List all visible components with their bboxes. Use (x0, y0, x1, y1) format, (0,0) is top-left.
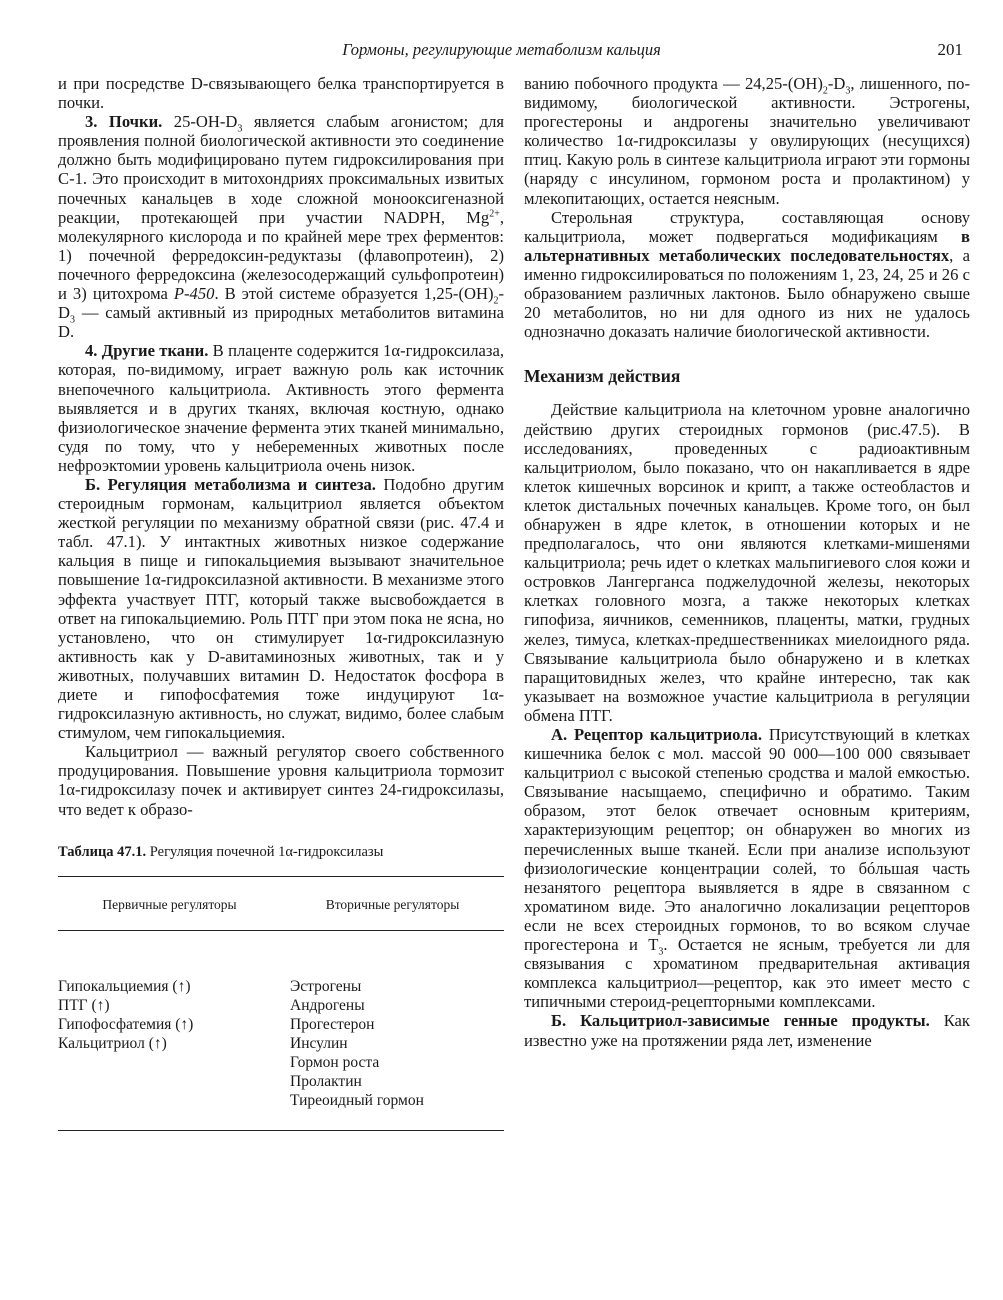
secondary-regulators-column (290, 977, 504, 1110)
table-47-1 (58, 843, 504, 1131)
paragraph-gene-products: Б. Кальцитриол-зависимые генные продукты. Как известно уже на протяжении ряда лет, изменение (524, 1011, 970, 1050)
right-column (524, 74, 970, 1050)
paragraph-transport: и при посредстве D-связывающего белка транспортируется в почки. (58, 74, 504, 113)
paragraph-calcitriol-regulator: Кальцитриол — важный регулятор своего собственного продуцирования. Повышение уровня кальцитриола тормозит 1α-гидроксилазу почек и активирует синтез 24-гидроксилазы, что ведет к образо- (58, 742, 504, 819)
paragraph-mechanism: Действие кальцитриола на клеточном уровне аналогично действию других стероидных гормонов (рис.47.5). В исследованиях, проведенных с радиоактивным кальцитриолом, было показано, что он накапливается в ядре клеток кишечных ворсинок и крипт, а также остеобластов и клеток дистальных почечных канальцев. Кроме того, он был обнаружен в ядре клеток, в отношении которых и не предполагалось, что они являются клетками-мишенями кальцитриола; речь идет о клетках мальпигиевого слоя кожи и островков Лангерганса поджелудочной железы, некоторых клетках головного мозга, а также некоторых клетках гипофиза, яичников, семенников, плаценты, матки, грудных желез, тимуса, клетках-предшественниках миелоидного ряда. Связывание кальцитриола было обнаружено и в клетках паращитовидных желез, что крайне интересно, так как указывает на возможное участие кальцитриола в регуляции обмена ПТГ. (524, 400, 970, 725)
paragraph-other-tissues: 4. Другие ткани. В плаценте содержится 1α-гидроксилаза, которая, по-видимому, играет важную роль как источник внепочечного кальцитриола. Активность этого фермента выявляется и в других тканях, включая костную, однако физиологическое значение фермента этих тканей минимально, судя по тому, что у небеременных животных после нефроэктомии уровень кальцитриола очень низок. (58, 341, 504, 475)
table-body (58, 931, 504, 1130)
paragraph-kidneys: 3. Почки. $25-OH-D_3$ является слабым агонистом; для проявления полной биологической активности это соединение должно быть модифицировано путем гидроксилирования при C-1. Это происходит в митохондриях проксимальных извитых почечных канальцев в ходе сложной монооксигеназной реакции, протекающей при участии NADPH, $Mg^{2+}$, молекулярного кислорода и по крайней мере трех ферментов: 1) почечной ферредоксин-редуктазы (флавопротеин), 2) почечного ферредоксина (железосодержащий сульфопротеин) и 3) цитохрома P-450. В этой системе образуется $1,25-(OH)_2-D_3$ — самый активный из природных метаболитов витамина D. (58, 112, 504, 342)
subsection-lead-gene-products: Б. Кальцитриол-зависимые генные продукты. (551, 1011, 930, 1031)
running-title: Гормоны, регулирующие метаболизм кальция (342, 40, 661, 59)
subsection-lead-other-tissues: 4. Другие ткани. (85, 341, 209, 361)
section-heading-mechanism: Механизм действия (524, 366, 681, 387)
paragraph-sterol-structure: Стерольная структура, составляющая основу кальцитриола, может подвергаться модификациям в альтернативных метаболических последовательностях, а именно гидроксилироваться по положениям 1, 23, 24, 25 и 26 с образованием различных лактонов. Было обнаружено свыше 20 метаболитов, но ни для одного из них не удалось однозначно доказать наличие биологической активности. (524, 207, 970, 342)
table-bottom-rule (58, 1130, 504, 1131)
primary-regulators-column (58, 977, 290, 1110)
table-cell: ПТГ (↑) (58, 996, 110, 1014)
table-cell: Гипокальциемия (↑) (58, 977, 191, 995)
table-cell: Тиреоидный гормон (290, 1091, 424, 1109)
subsection-lead-regulation: Б. Регуляция метаболизма и синтеза. (85, 474, 376, 494)
table-cell: Эстрогены (290, 977, 362, 995)
left-column (58, 74, 504, 1131)
table-cell: Инсулин (290, 1034, 348, 1052)
table-cell: Андрогены (290, 996, 365, 1014)
subsection-lead-kidneys: 3. Почки. (85, 112, 163, 132)
table-header-row (58, 877, 504, 930)
table-cell: Кальцитриол (↑) (58, 1034, 167, 1052)
table-cell: Прогестерон (290, 1015, 375, 1033)
running-head (0, 38, 1003, 62)
bold-term-alternative-pathways: в альтернативных метаболических последовательностях (524, 226, 970, 265)
paragraph-receptor: А. Рецептор кальцитриола. Присутствующий в клетках кишечника белок с мол. массой 90 000—100 000 связывает кальцитриол с высокой степенью сродства и малой емкостью. Связывание насыщаемо, специфично и обратимо. Таким образом, этот белок отвечает основным критериям, характеризующим рецептор; он обнаружен во многих из перечисленных выше тканей. Если при анализе используют физиологические концентрации солей, то бóльшая часть незанятого рецептора выявляется в ядре в связанном с хроматином виде. Это аналогично локализации рецепторов если не всех стероидных гормонов, то во всяком случае прогестерона и $T_3$. Остается не ясным, требуется ли для связывания с хроматином предварительная активация комплекса кальцитриол—рецептор, как это имеет место с типичными стероид-рецепторными комплексами. (524, 725, 970, 1012)
paragraph-regulation: Б. Регуляция метаболизма и синтеза. Подобно другим стероидным гормонам, кальцитриол является объектом жесткой регуляции по механизму обратной связи (рис. 47.4 и табл. 47.1). У интактных животных низкое содержание кальция в пище и гипокальциемия вызывают значительное повышение 1α-гидроксилазной активности. В механизме этого эффекта участвует ПТГ, который также высвобождается в ответ на гипокальциемию. Роль ПТГ при этом пока не ясна, но установлено, что он стимулирует 1α-гидроксилазную активность как у D-авитаминозных животных, так и у животных, получавших витамин D. Недостаток фосфора в диете и гипофосфатемия тоже индуцируют 1α-гидроксилазную активность, но служат, видимо, более слабым стимулом, чем гипокальциемия. (58, 474, 504, 743)
table-header-secondary: Вторичные регуляторы (325, 896, 460, 912)
table-cell: Гормон роста (290, 1053, 380, 1071)
subsection-lead-receptor: А. Рецептор кальцитриола. (551, 725, 762, 744)
page-number: 201 (937, 40, 963, 59)
paragraph-byproduct: ванию побочного продукта — $24,25-(OH)_2-D_3$, лишенного, по-видимому, биологической активности. Эстрогены, прогестероны и андрогены значительно увеличивают количество 1α-гидроксилазы у овулирующих (несущихся) птиц. Какую роль в синтезе кальцитриола играют эти гормоны (наряду с инсулином, гормоном роста и пролактином) у млекопитающих, остается неясным. (524, 74, 970, 208)
table-caption: Таблица 47.1. Регуляция почечной 1α-гидроксилазы (58, 843, 384, 860)
table-cell: Гипофосфатемия (↑) (58, 1015, 194, 1033)
table-header-primary: Первичные регуляторы (102, 896, 237, 912)
table-cell: Пролактин (290, 1072, 362, 1090)
